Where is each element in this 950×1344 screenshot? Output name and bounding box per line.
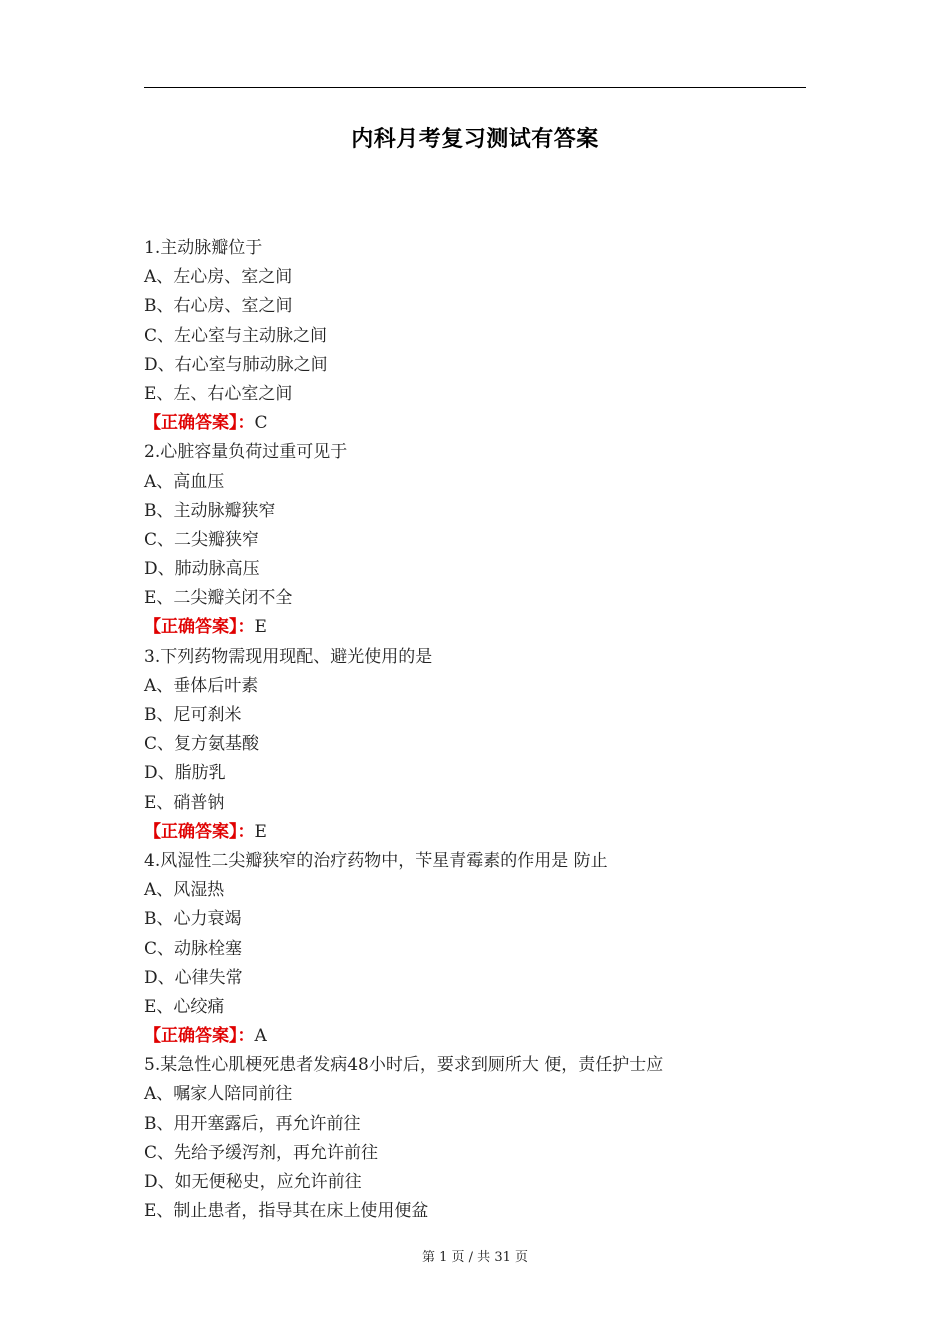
answer-label: 【正确答案】： (144, 617, 255, 638)
question-stem: 5.某急性心肌梗死患者发病48小时后，要求到厕所大 便，责任护士应 (144, 1055, 664, 1076)
option-c: C、动脉栓塞 (144, 938, 243, 959)
question-list (144, 234, 824, 1226)
answer-label: 【正确答案】： (144, 821, 255, 842)
option-c: C、左心室与主动脉之间 (144, 325, 328, 346)
answer-value: E (254, 617, 267, 638)
option-e: E、心绞痛 (144, 996, 225, 1017)
option-c: C、二尖瓣狭窄 (144, 529, 260, 550)
option-e: E、二尖瓣关闭不全 (144, 588, 293, 609)
header-rule (144, 87, 806, 88)
answer-label: 【正确答案】： (144, 1026, 255, 1047)
option-b: B、右心房、室之间 (144, 296, 293, 317)
option-a: A、高血压 (144, 471, 225, 492)
answer-line (144, 613, 824, 642)
answer-value: A (254, 1026, 267, 1047)
page-footer: 第 1 页 / 共 31 页 (422, 1250, 528, 1265)
option-b: B、心力衰竭 (144, 909, 242, 930)
option-a: A、左心房、室之间 (144, 267, 293, 288)
option-e: E、硝普钠 (144, 792, 225, 813)
option-b: B、尼可刹米 (144, 705, 242, 725)
question-stem: 2.心脏容量负荷过重可见于 (144, 442, 348, 463)
answer-label: 【正确答案】： (144, 413, 255, 434)
answer-line (144, 409, 824, 438)
option-e: E、左、右心室之间 (144, 383, 293, 404)
option-d: D、肺动脉高压 (144, 559, 260, 580)
answer-value: E (254, 821, 267, 842)
option-d: D、心律失常 (144, 967, 243, 988)
option-c: C、先给予缓泻剂，再允许前往 (144, 1142, 379, 1163)
option-d: D、脂肪乳 (144, 763, 226, 784)
answer-value: C (254, 413, 268, 434)
question-stem: 3.下列药物需现用现配、避光使用的是 (144, 646, 433, 667)
option-a: A、风湿热 (144, 880, 225, 901)
option-a: A、嘱家人陪同前往 (144, 1084, 293, 1105)
answer-line (144, 818, 824, 847)
question-stem: 1.主动脉瓣位于 (144, 238, 263, 258)
option-d: D、右心室与肺动脉之间 (144, 354, 328, 375)
option-b: B、用开塞露后，再允许前往 (144, 1113, 361, 1134)
option-e: E、制止患者，指导其在床上使用便盆 (144, 1201, 429, 1222)
question-stem: 4.风湿性二尖瓣狭窄的治疗药物中，苄星青霉素的作用是 防止 (144, 850, 608, 871)
option-c: C、复方氨基酸 (144, 734, 260, 755)
page-title: 内科月考复习测试有答案 (351, 126, 599, 152)
answer-line (144, 1022, 824, 1051)
option-a: A、垂体后叶素 (144, 675, 259, 696)
option-d: D、如无便秘史，应允许前往 (144, 1172, 362, 1192)
option-b: B、主动脉瓣狭窄 (144, 500, 276, 521)
